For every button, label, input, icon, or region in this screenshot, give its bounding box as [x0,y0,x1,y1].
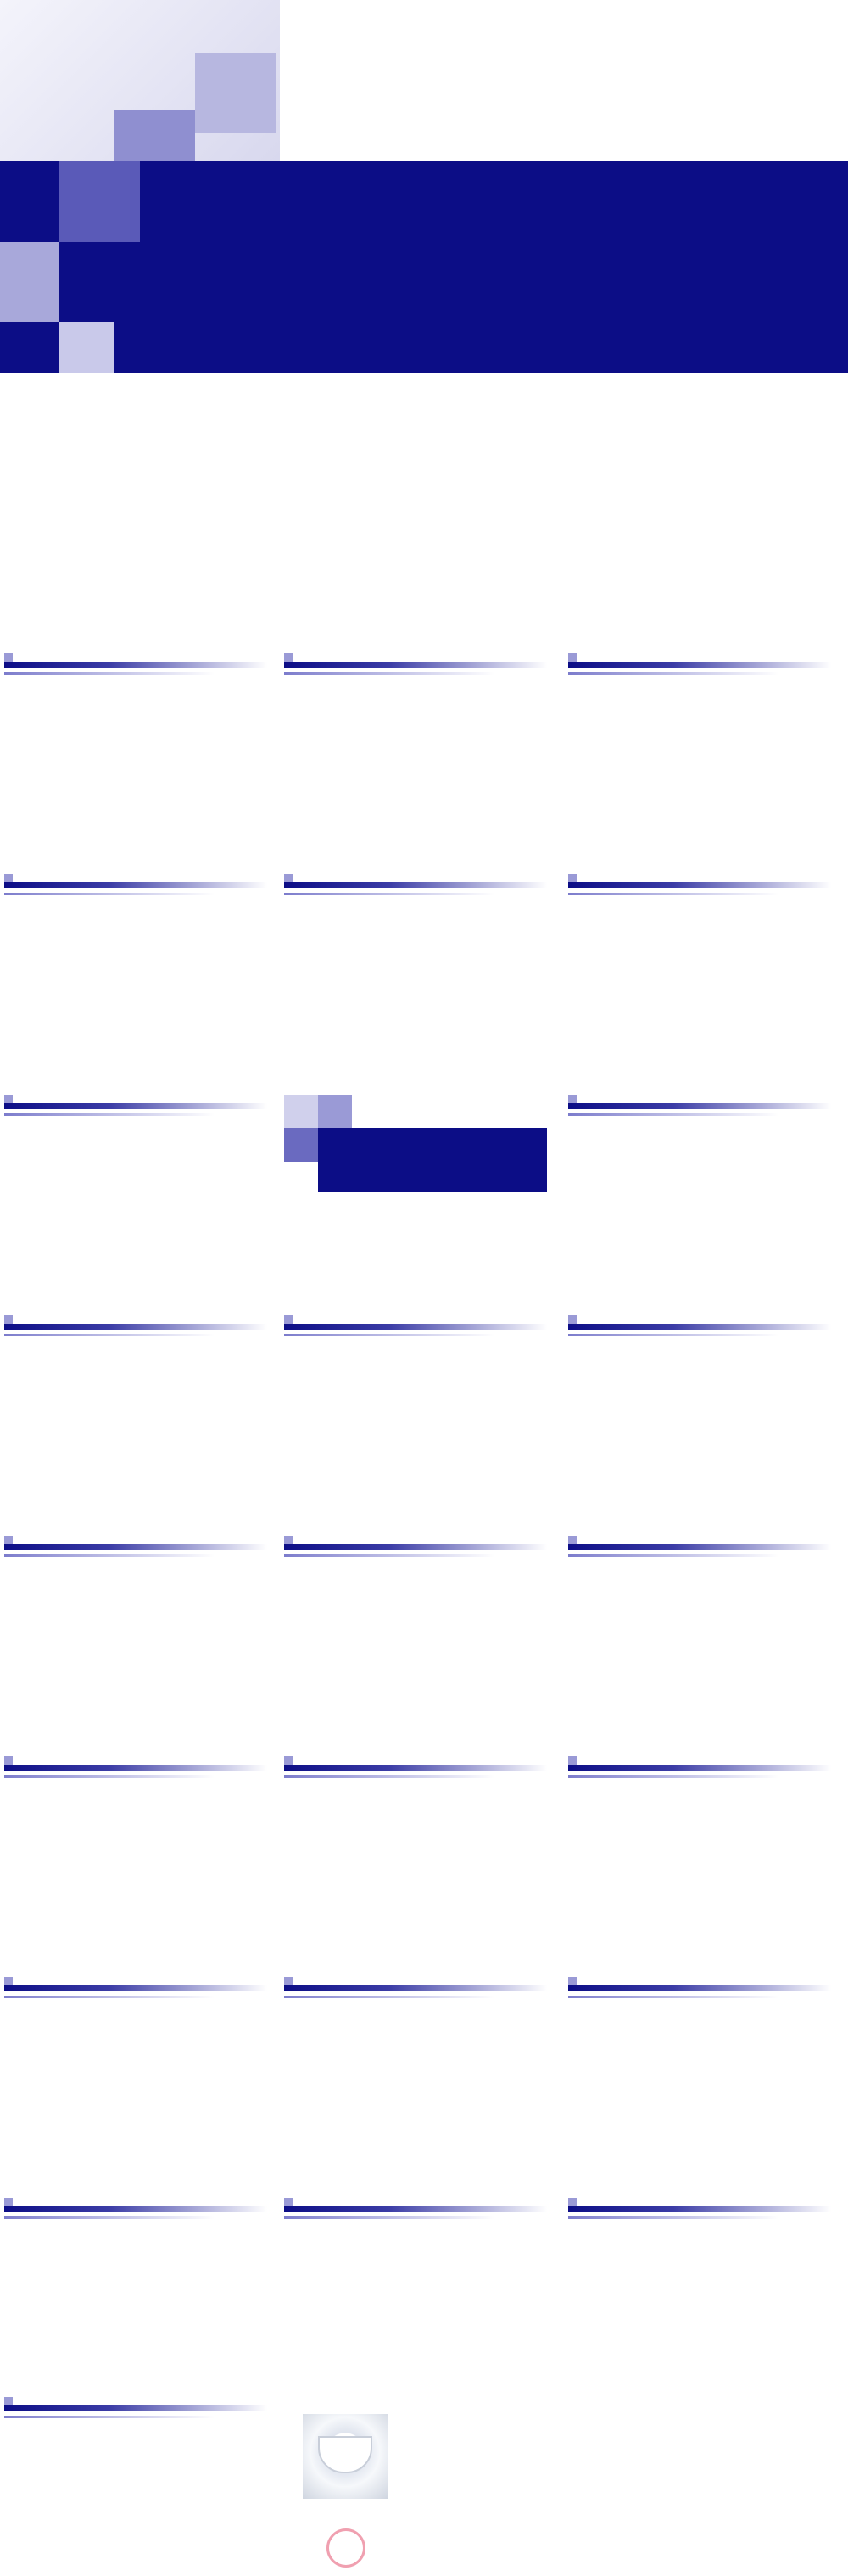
slide-12 [4,1536,267,1731]
company-logo-icon [326,2528,365,2568]
slide-15 [4,1756,267,1952]
slide-9 [4,1315,267,1510]
slide-1 [4,653,267,848]
slide-7 [4,1095,267,1290]
slide-13 [284,1536,547,1731]
closing-slide [293,2397,767,2571]
slide-2 [284,653,547,848]
slide-23 [568,2198,831,2393]
slide-19 [284,1977,547,2172]
slide-3 [568,653,831,848]
slide-6 [568,874,831,1069]
slide-11 [568,1315,831,1510]
slide-10 [284,1315,547,1510]
slide-4 [4,874,267,1069]
slide-8 [568,1095,831,1290]
cleaning-cover-slide [284,1095,547,1290]
slide-16 [284,1756,547,1952]
slide-18 [4,1977,267,2172]
slide-14 [568,1536,831,1731]
slide-24 [4,2397,267,2576]
slide-17 [568,1756,831,1952]
slide-22 [284,2198,547,2393]
slide-21 [4,2198,267,2393]
slide-5 [284,874,547,1069]
title-slide [0,0,848,632]
slide-20 [568,1977,831,2172]
